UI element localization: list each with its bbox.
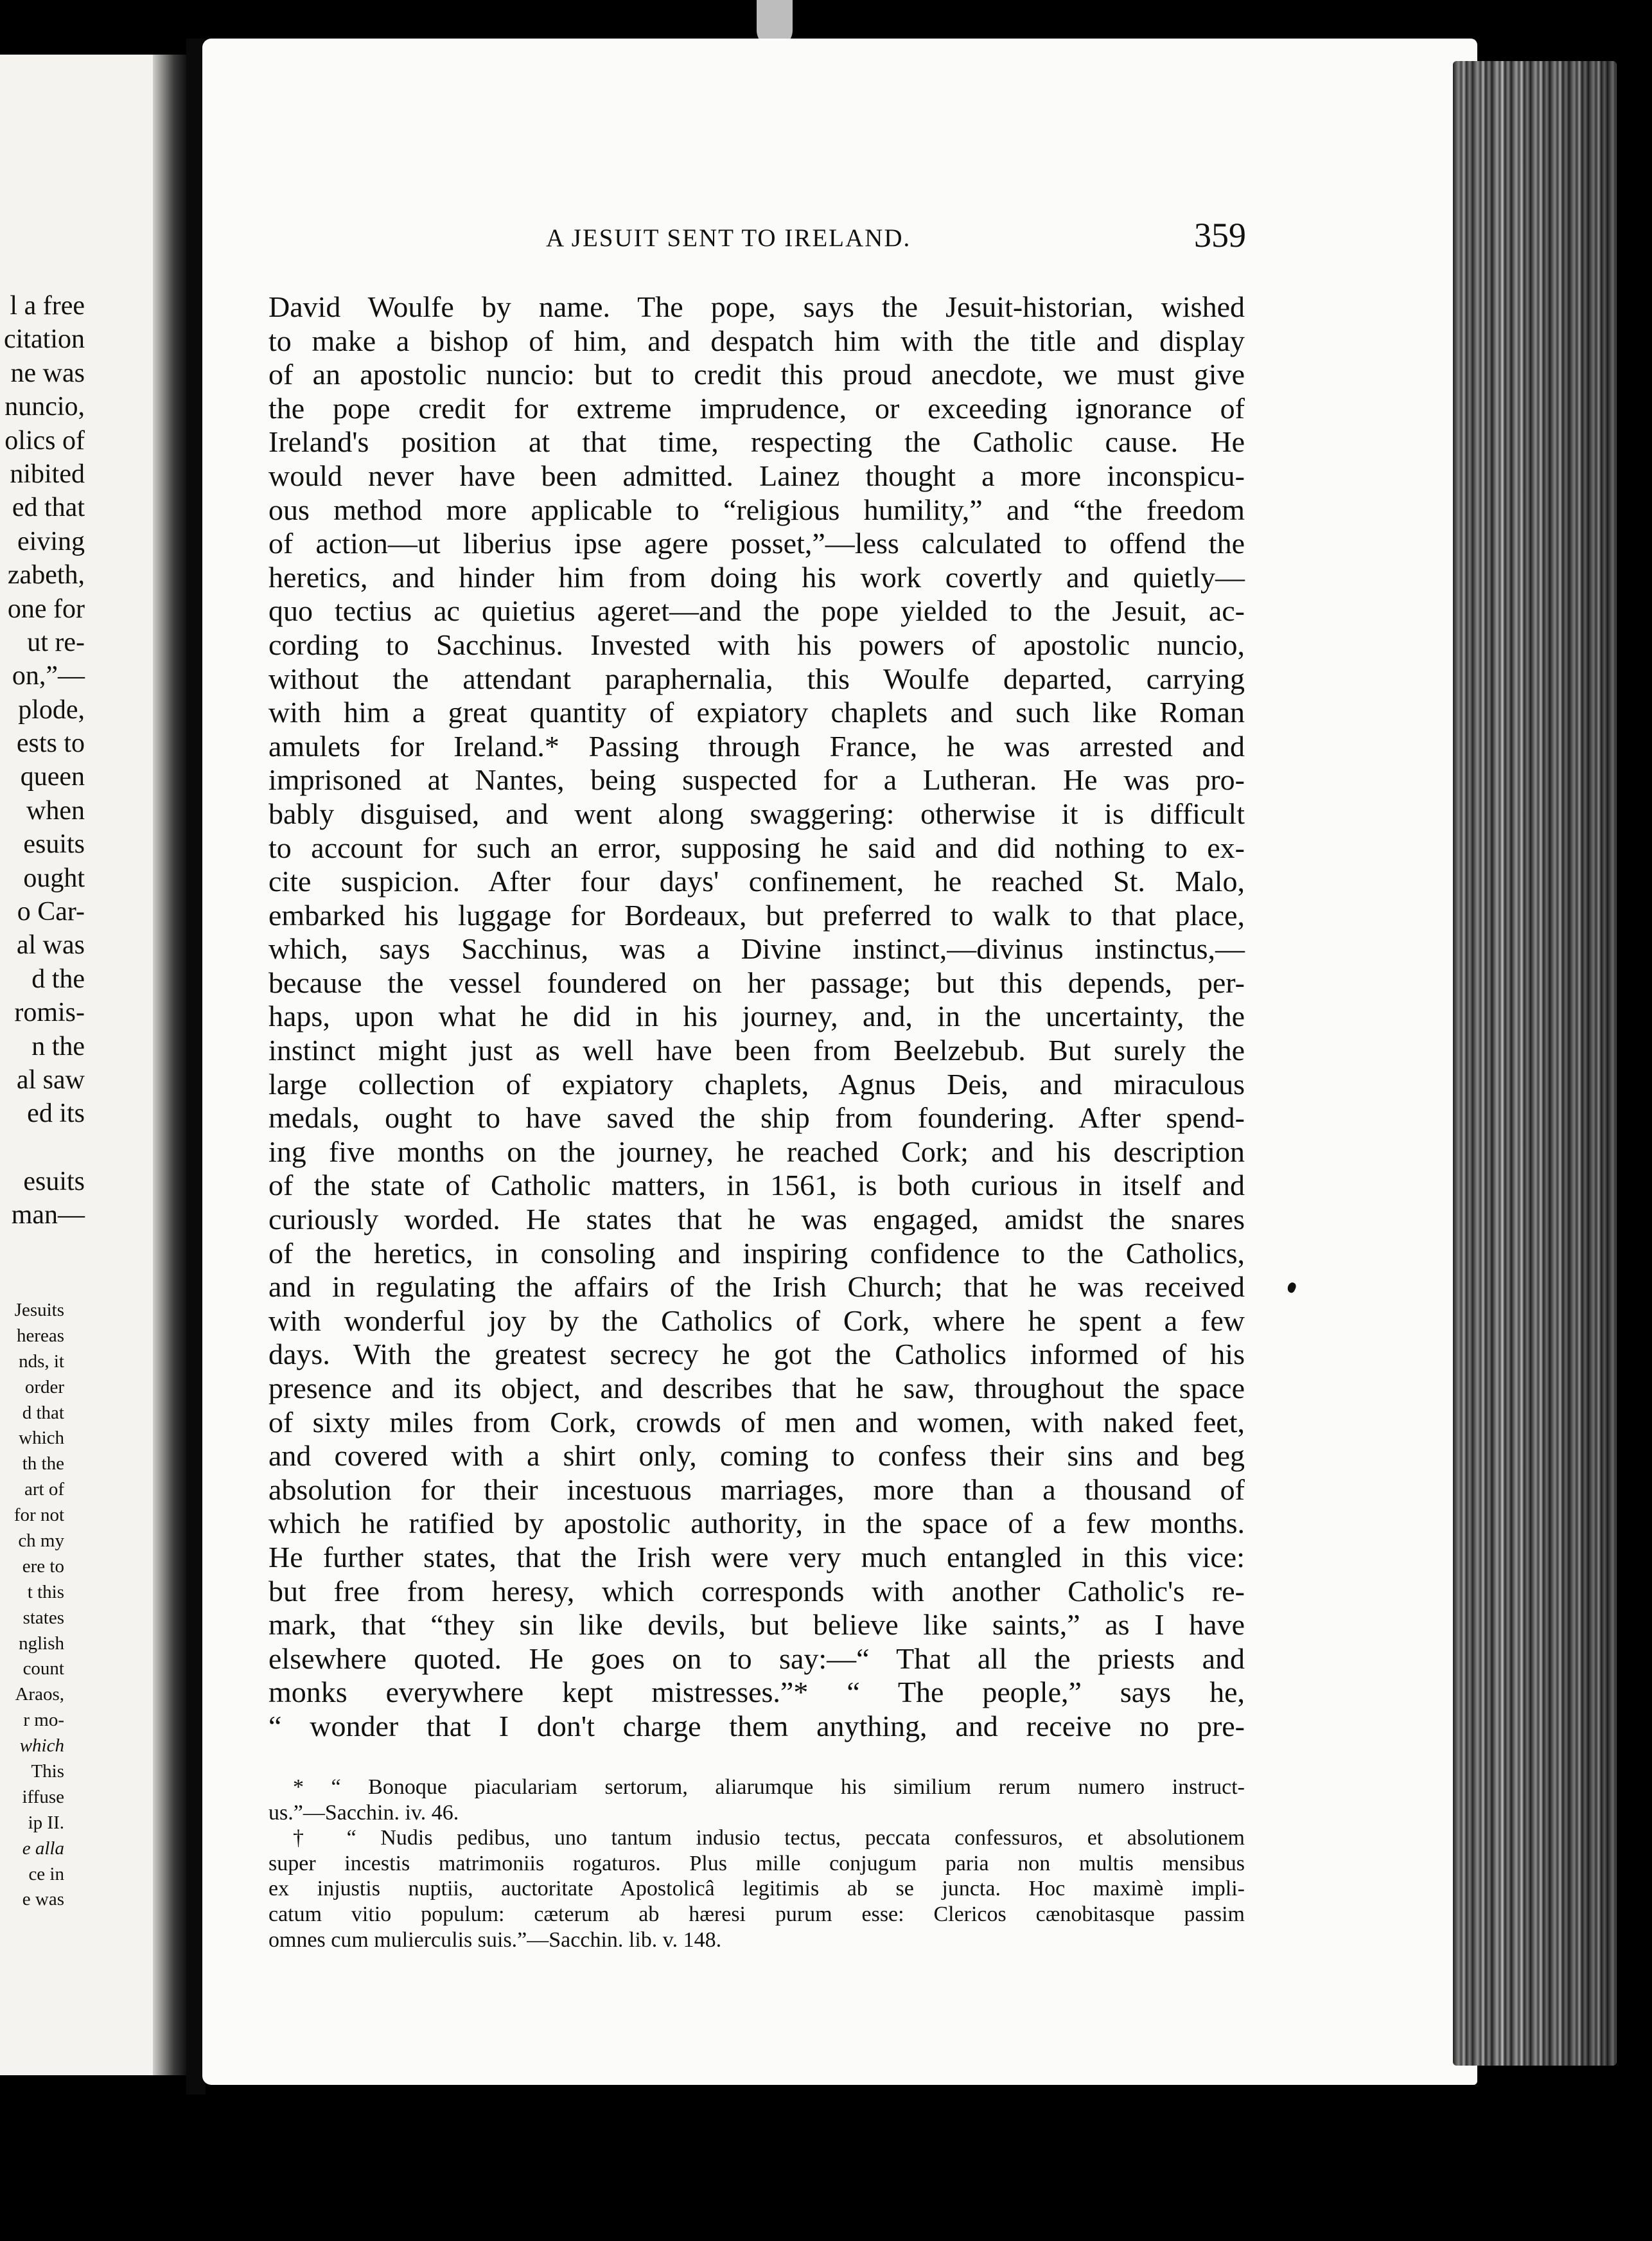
left-note-line: ip II. xyxy=(28,1812,64,1833)
text-line: “ wonder that I don't charge them anything, and receive no pre- xyxy=(268,1709,1245,1742)
text-line: of sixty miles from Cork, crowds of men and women, with naked feet, xyxy=(268,1405,1245,1439)
left-line: queen xyxy=(20,762,85,792)
left-line: plode, xyxy=(18,695,85,725)
left-line: n the xyxy=(31,1031,85,1061)
left-note-line: d that xyxy=(22,1402,64,1423)
footnote-line: super incestis matrimoniis rogaturos. Plus mille conjugum paria non multis mensibus xyxy=(268,1851,1245,1875)
text-line: bably disguised, and went along swaggering: otherwise it is difficult xyxy=(268,797,1245,830)
text-line: and in regulating the affairs of the Irish Church; that he was received xyxy=(268,1270,1245,1304)
text-line: cite suspicion. After four days' confinement, he reached St. Malo, xyxy=(268,865,1245,898)
text-line: but free from heresy, which corresponds with another Catholic's re- xyxy=(268,1574,1245,1608)
text-line: mark, that “they sin like devils, but believe like saints,” as I have xyxy=(268,1608,1245,1642)
left-note-line: This xyxy=(31,1761,64,1782)
text-line: would never have been admitted. Lainez thought a more inconspicu- xyxy=(268,459,1245,492)
footnote-line: † “ Nudis pedibus, uno tantum indusio tectus, peccata confessuros, et absolutionem xyxy=(293,1826,1245,1850)
left-note-line: Araos, xyxy=(15,1684,64,1705)
left-line: ed its xyxy=(27,1099,85,1129)
body-text xyxy=(268,290,1245,1744)
left-line: ut re- xyxy=(27,627,85,657)
text-line: embarked his luggage for Bordeaux, but preferred to walk to that place, xyxy=(268,898,1245,932)
left-note-line: count xyxy=(22,1658,64,1679)
text-line: absolution for their incestuous marriages, more than a thousand of xyxy=(268,1473,1245,1506)
left-line: citation xyxy=(4,324,85,355)
left-note-line: order xyxy=(24,1376,64,1397)
page-edges-shading xyxy=(1453,61,1617,2066)
left-line: al was xyxy=(16,930,85,961)
left-line: eiving xyxy=(17,526,85,556)
left-note-line: ere to xyxy=(22,1555,64,1577)
text-line: David Woulfe by name. The pope, says the Jesuit-historian, wished xyxy=(268,290,1245,323)
text-line: instinct might just as well have been from Beelzebub. But surely the xyxy=(268,1034,1245,1067)
left-note-line: hereas xyxy=(16,1325,64,1346)
left-line: olics of xyxy=(4,425,85,456)
left-note-line: iffuse xyxy=(22,1786,64,1807)
text-line: of action—ut liberius ipse agere posset,”—less calculated to offend the xyxy=(268,527,1245,560)
left-note-line: t this xyxy=(27,1581,64,1602)
text-line: medals, ought to have saved the ship from foundering. After spend- xyxy=(268,1101,1245,1135)
left-line: zabeth, xyxy=(7,560,85,590)
left-note-line: e was xyxy=(22,1889,64,1910)
left-note-line: nglish xyxy=(19,1633,64,1654)
text-line: monks everywhere kept mistresses.”* “ The people,” says he, xyxy=(268,1676,1245,1709)
text-line: of an apostolic nuncio: but to credit this proud anecdote, we must give xyxy=(268,358,1245,391)
text-line: ing five months on the journey, he reached Cork; and his description xyxy=(268,1135,1245,1168)
left-line: one for xyxy=(7,594,85,624)
left-note-line: e alla xyxy=(22,1838,64,1859)
left-line: al saw xyxy=(16,1065,85,1095)
left-line: when xyxy=(26,795,85,826)
left-line: ests to xyxy=(16,729,85,759)
left-line: ought xyxy=(23,863,85,893)
left-line: ed that xyxy=(12,493,85,523)
running-head xyxy=(270,215,1246,260)
text-line: and covered with a shirt only, coming to confess their sins and beg xyxy=(268,1439,1245,1473)
left-note-line: ce in xyxy=(28,1863,64,1884)
text-line: Ireland's position at that time, respecting the Catholic cause. He xyxy=(268,425,1245,459)
running-title: A JESUIT SENT TO IRELAND. xyxy=(546,224,911,252)
left-line: esuits xyxy=(23,829,85,860)
left-note-line: which xyxy=(19,1428,64,1449)
left-line: o Car- xyxy=(17,897,85,927)
text-line: ous method more applicable to “religious humility,” and “the freedom xyxy=(268,493,1245,526)
text-line: He further states, that the Irish were very much entangled in this vice: xyxy=(268,1540,1245,1573)
text-line: imprisoned at Nantes, being suspected for a Lutheran. He was pro- xyxy=(268,763,1245,797)
left-line: romis- xyxy=(14,998,85,1028)
text-line: days. With the greatest secrecy he got the Catholics informed of his xyxy=(268,1338,1245,1371)
text-line: cording to Sacchinus. Invested with his powers of apostolic nuncio, xyxy=(268,628,1245,661)
left-note-line: ch my xyxy=(18,1530,64,1552)
text-line: to make a bishop of him, and despatch him with the title and display xyxy=(268,324,1245,357)
left-note-line: r mo- xyxy=(23,1710,64,1731)
text-line: the pope credit for extreme imprudence, or exceeding ignorance of xyxy=(268,391,1245,425)
left-line: l a free xyxy=(10,291,85,321)
left-line: d the xyxy=(31,964,85,994)
left-line: on,”— xyxy=(12,661,85,691)
text-line: which he ratified by apostolic authority, in the space of a few months. xyxy=(268,1507,1245,1540)
text-line: amulets for Ireland.* Passing through France, he was arrested and xyxy=(268,729,1245,763)
left-line: esuits xyxy=(23,1166,85,1196)
left-page-text xyxy=(0,289,85,1232)
left-note-line: art of xyxy=(24,1479,64,1500)
left-note-line: Jesuits xyxy=(14,1300,64,1320)
text-line: which, says Sacchinus, was a Divine instinct,—divinus instinctus,— xyxy=(268,932,1245,966)
left-note-line: states xyxy=(22,1607,64,1628)
left-page-notes xyxy=(0,1298,64,1913)
text-line: without the attendant paraphernalia, this Woulfe departed, carrying xyxy=(268,662,1245,695)
left-line-gap xyxy=(0,1131,85,1165)
footnote-line: omnes cum mulierculis suis.”—Sacchin. lib. v. 148. xyxy=(268,1927,722,1952)
text-line: presence and its object, and describes that he saw, throughout the space xyxy=(268,1372,1245,1404)
left-note-line: th the xyxy=(22,1453,64,1475)
text-line: of the state of Catholic matters, in 1561, is both curious in itself and xyxy=(268,1169,1245,1202)
left-line: nuncio, xyxy=(4,392,85,422)
text-line: with him a great quantity of expiatory chaplets and such like Roman xyxy=(268,696,1245,729)
left-note-line: for not xyxy=(13,1505,64,1526)
text-line: of the heretics, in consoling and inspiring confidence to the Catholics, xyxy=(268,1236,1245,1270)
left-line: man— xyxy=(11,1200,85,1230)
text-line: quo tectius ac quietius ageret—and the pope yielded to the Jesuit, ac- xyxy=(268,594,1245,628)
text-line: curiously worded. He states that he was engaged, amidst the snares xyxy=(268,1203,1245,1236)
left-line: ne was xyxy=(10,358,85,388)
page-number: 359 xyxy=(1194,216,1246,254)
left-line: nibited xyxy=(10,459,85,489)
footnote-line: catum vitio populum: cæterum ab hæresi purum esse: Clericos cænobitasque passim xyxy=(268,1902,1245,1926)
text-line: because the vessel foundered on her passage; but this depends, per- xyxy=(268,966,1245,999)
left-note-line: nds, it xyxy=(19,1351,64,1372)
footnote-line: * “ Bonoque piaculariam sertorum, aliarumque his similium rerum numero instruct- xyxy=(293,1775,1245,1799)
text-line: with wonderful joy by the Catholics of Cork, where he spent a few xyxy=(268,1304,1245,1337)
text-line: large collection of expiatory chaplets, Agnus Deis, and miraculous xyxy=(268,1067,1245,1101)
footnote-line: ex injustis nuptiis, auctoritate Apostolicâ legitimis ab se juncta. Hoc maximè impli- xyxy=(268,1877,1245,1901)
text-line: heretics, and hinder him from doing his work covertly and quietly— xyxy=(268,560,1245,594)
text-line: to account for such an error, supposing he said and did nothing to ex- xyxy=(268,831,1245,864)
left-note-line: which xyxy=(19,1735,64,1757)
footnotes xyxy=(268,1775,1245,1953)
text-line: elsewhere quoted. He goes on to say:—“ That all the priests and xyxy=(268,1642,1245,1675)
text-line: haps, upon what he did in his journey, and, in the uncertainty, the xyxy=(268,1000,1245,1033)
book-gutter-shadow xyxy=(153,55,191,2075)
footnote-line: us.”—Sacchin. iv. 46. xyxy=(268,1800,459,1825)
